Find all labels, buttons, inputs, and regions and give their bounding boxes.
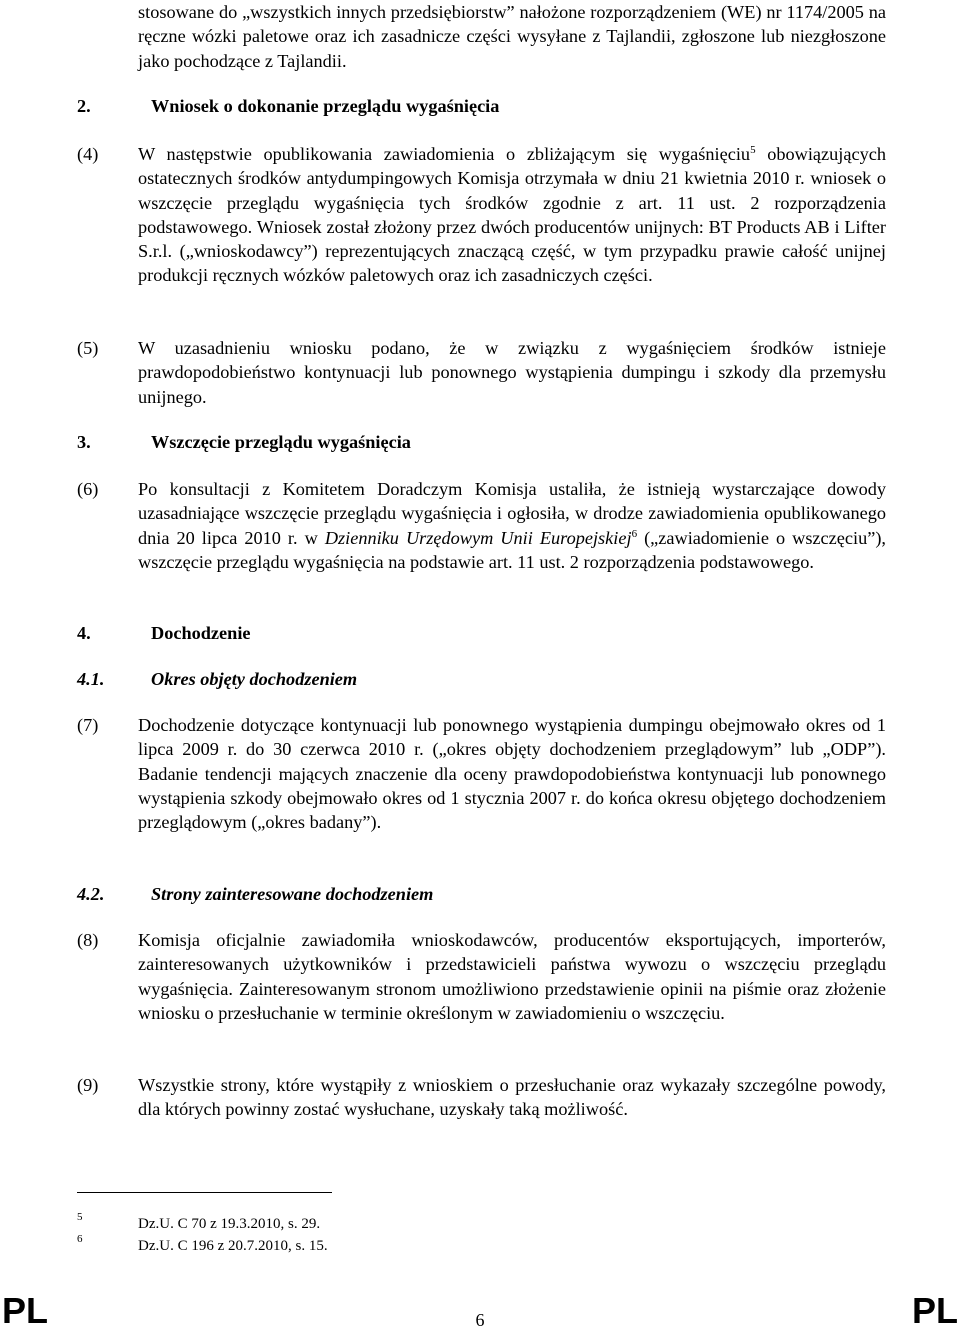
paragraph-number-7: (7) — [77, 715, 99, 735]
footnote-number: 5 — [77, 1211, 83, 1223]
paragraph-number-5: (5) — [77, 338, 99, 358]
section-title: Wniosek o dokonanie przeglądu wygaśnięcia — [151, 96, 500, 116]
paragraph-number-9: (9) — [77, 1075, 99, 1095]
section-number: 4.1. — [77, 669, 105, 689]
section-heading-3 — [77, 430, 411, 454]
section-number: 3. — [77, 432, 91, 452]
intro-paragraph: stosowane do „wszystkich innych przedsiębiorstw” nałożone rozporządzeniem (WE) nr 1174/2005 na ręczne wózki paletowe oraz ich zasadnicze części wysyłane z Tajlandii, zgłoszone lub niezgłoszone jako pochodzące z Tajlandii. — [138, 2, 886, 71]
section-number: 2. — [77, 96, 91, 116]
section-heading-4-1 — [77, 667, 357, 691]
footnote-text: Dz.U. C 70 z 19.3.2010, s. 29. — [138, 1216, 321, 1232]
paragraph-8: Komisja oficjalnie zawiadomiła wnioskodawców, producentów eksportujących, importerów, zainteresowanych użytkowników i przedstawicieli państwa wywozu o wszczęciu przeglądu wygaśnięcia. Zainteresowanym stronom umożliwiono przedstawienie opinii na piśmie oraz złożenie wniosku o przesłuchanie w terminie określonym w zawiadomieniu o wszczęciu. — [138, 930, 886, 1023]
paragraph-9: Wszystkie strony, które wystąpiły z wnioskiem o przesłuchanie oraz wykazały szczególne powody, dla których powinny zostać wysłuchane, uzyskały taką możliwość. — [138, 1075, 886, 1120]
paragraph-4 — [138, 142, 886, 288]
paragraph-text: W następstwie opublikowania zawiadomienia o zbliżającym się wygaśnięciu — [138, 144, 751, 164]
section-number: 4.2. — [77, 884, 105, 904]
footnote-separator — [77, 1192, 332, 1193]
paragraph-text: („zawiadomienie o wszczęciu”), wszczęcie przeglądu wygaśnięcia na podstawie art. 11 ust. 2 rozporządzenia podstawowego. — [138, 527, 886, 572]
paragraph-text: Po konsultacji z Komitetem Doradczym Komisja ustaliła, że istnieją wystarczające dowody uzasadniające wszczęcie przeglądu wygaśnięcia i ogłosiła, w drodze zawiadomienia opublikowanego dnia 20 lipca 2010 r. w — [138, 479, 886, 548]
paragraph-number-6: (6) — [77, 479, 99, 499]
footnote-ref: 6 — [631, 527, 638, 540]
footnote-text: Dz.U. C 196 z 20.7.2010, s. 15. — [138, 1238, 328, 1254]
paragraph-6 — [138, 477, 886, 574]
footnote-number: 6 — [77, 1233, 83, 1245]
language-code-right: PL — [911, 1290, 958, 1331]
paragraph-number-8: (8) — [77, 930, 99, 950]
journal-title: Dzienniku Urzędowym Unii Europejskiej — [324, 527, 632, 548]
paragraph-number-4: (4) — [77, 144, 99, 164]
paragraph-text: obowiązujących ostatecznych środków antydumpingowych Komisja otrzymała w dniu 21 kwietnia 2010 r. wniosek o wszczęcie przeglądu wygaśnięcia tych środków zgodnie z art. 11 ust. 2 rozporządzenia podstawowego. Wniosek został złożony przez dwóch producentów unijnych: BT Products AB i Lifter S.r.l. („wnioskodawcy”) reprezentujących znaczącą część, w tym przypadku prawie całość unijnej produkcji ręcznych wózków paletowych oraz ich zasadniczych części. — [138, 144, 886, 286]
section-title: Dochodzenie — [151, 623, 251, 643]
paragraph-7: Dochodzenie dotyczące kontynuacji lub ponownego wystąpienia dumpingu obejmowało okres od 1 lipca 2009 r. do 30 czerwca 2010 r. („okres objęty dochodzeniem przeglądowym” lub „ODP”). Badanie tendencji mających znaczenie dla oceny prawdopodobieństwa kontynuacji lub ponownego wystąpienia szkody obejmowało okres od 1 stycznia 2007 r. do końca okresu objętego dochodzeniem przeglądowym („okres badany”). — [138, 715, 886, 833]
footnote-ref: 5 — [750, 144, 756, 156]
page-number: 6 — [475, 1310, 485, 1330]
section-title: Strony zainteresowane dochodzeniem — [151, 884, 434, 904]
paragraph-5: W uzasadnieniu wniosku podano, że w związku z wygaśnięciem środków istnieje prawdopodobieństwo kontynuacji lub ponownego wystąpienia dumpingu i szkody dla przemysłu unijnego. — [138, 338, 886, 407]
section-heading-4-2 — [77, 882, 433, 906]
section-heading-4 — [77, 621, 251, 645]
section-title: Okres objęty dochodzeniem — [151, 669, 358, 689]
section-number: 4. — [77, 623, 91, 643]
section-heading-2 — [77, 94, 499, 118]
section-title: Wszczęcie przeglądu wygaśnięcia — [151, 432, 411, 452]
language-code-left: PL — [2, 1290, 49, 1331]
